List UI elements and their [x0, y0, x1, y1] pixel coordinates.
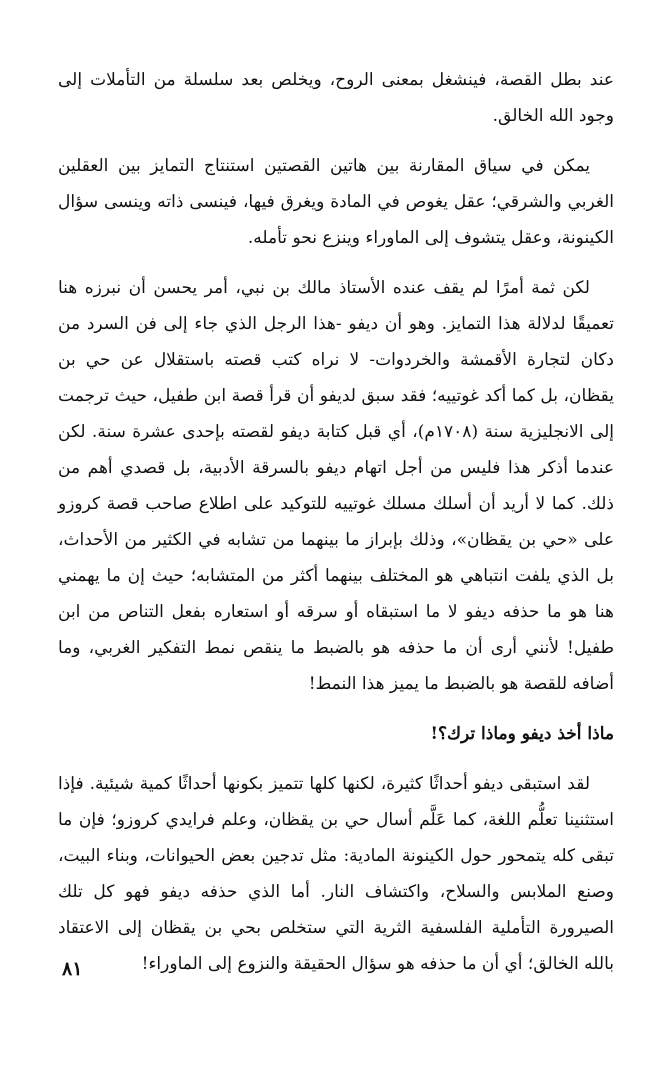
paragraph-4: لقد استبقى ديفو أحداثًا كثيرة، لكنها كلها تتميز بكونها أحداثًا كمية شيئية. فإذا استثنينا تعلُّم اللغة، كما عَلَّم أسال حي بن يقظان، وعلم فرايدي كروزو؛ فإن ما تبقى كله يتمحور حول الكينونة المادية: مثل تدجين بعض الحيوانات، وبناء البيت، وصنع الملابس والسلاح، واكتشاف النار. أما الذي حذفه ديفو فهو كل تلك الصيرورة التأملية الفلسفية الثرية التي ستخلص بحي بن يقظان إلى الاعتقاد بالله الخالق؛ أي أن ما حذفه هو سؤال الحقيقة والنزوع إلى الماوراء!: [58, 774, 614, 974]
paragraph-gap: [58, 256, 614, 270]
section-heading: ماذا أخذ ديفو وماذا ترك؟!: [430, 724, 614, 744]
paragraph-gap: [58, 134, 614, 148]
paragraph-gap: [58, 702, 614, 716]
paragraph-2: يمكن في سياق المقارنة بين هاتين القصتين استنتاج التمايز بين العقلين الغربي والشرقي؛ عقل يغوص في المادة ويغرق فيها، فينسى ذاته وينسى سؤال الكينونة، وعقل يتشوف إلى الماوراء وينزع نحو تأمله.: [58, 156, 614, 248]
paragraph-gap: [58, 752, 614, 766]
paragraph-1: عند بطل القصة، فينشغل بمعنى الروح، ويخلص بعد سلسلة من التأملات إلى وجود الله الخالق.: [58, 70, 614, 126]
paragraph-3: لكن ثمة أمرًا لم يقف عنده الأستاذ مالك بن نبي، أمر يحسن أن نبرزه هنا تعميقًا لدلالة هذا التمايز. وهو أن ديفو -هذا الرجل الذي جاء إلى فن السرد من دكان لتجارة الأقمشة والخردوات- لا نراه كتب قصته باستقلال عن حي بن يقظان، بل كما أكد غوتييه؛ فقد سبق لديفو أن قرأ قصة ابن طفيل، حيث ترجمت إلى الانجليزية سنة (١٧٠٨م)، أي قبل كتابة ديفو لقصته بإحدى عشرة سنة. لكن عندما أذكر هذا فليس من أجل اتهام ديفو بالسرقة الأدبية، بل قصدي أهم من ذلك. كما لا أريد أن أسلك مسلك غوتييه للتوكيد على اطلاع صاحب قصة كروزو على «حي بن يقظان»، وذلك بإبراز ما بينهما من تشابه في الكثير من الأحداث، بل الذي يلفت انتباهي هو المختلف بينهما أكثر من المتشابه؛ حيث إن ما يهمني هنا هو ما حذفه ديفو لا ما استبقاه أو سرقه أو استعاره بفعل التناص من ابن طفيل! لأنني أرى أن ما حذفه هو بالضبط ما ينقص نمط التفكير الغربي، وما أضافه للقصة هو بالضبط ما يميز هذا النمط!: [58, 278, 614, 694]
page-body: [58, 62, 614, 982]
page-number: ٨١: [62, 958, 83, 980]
